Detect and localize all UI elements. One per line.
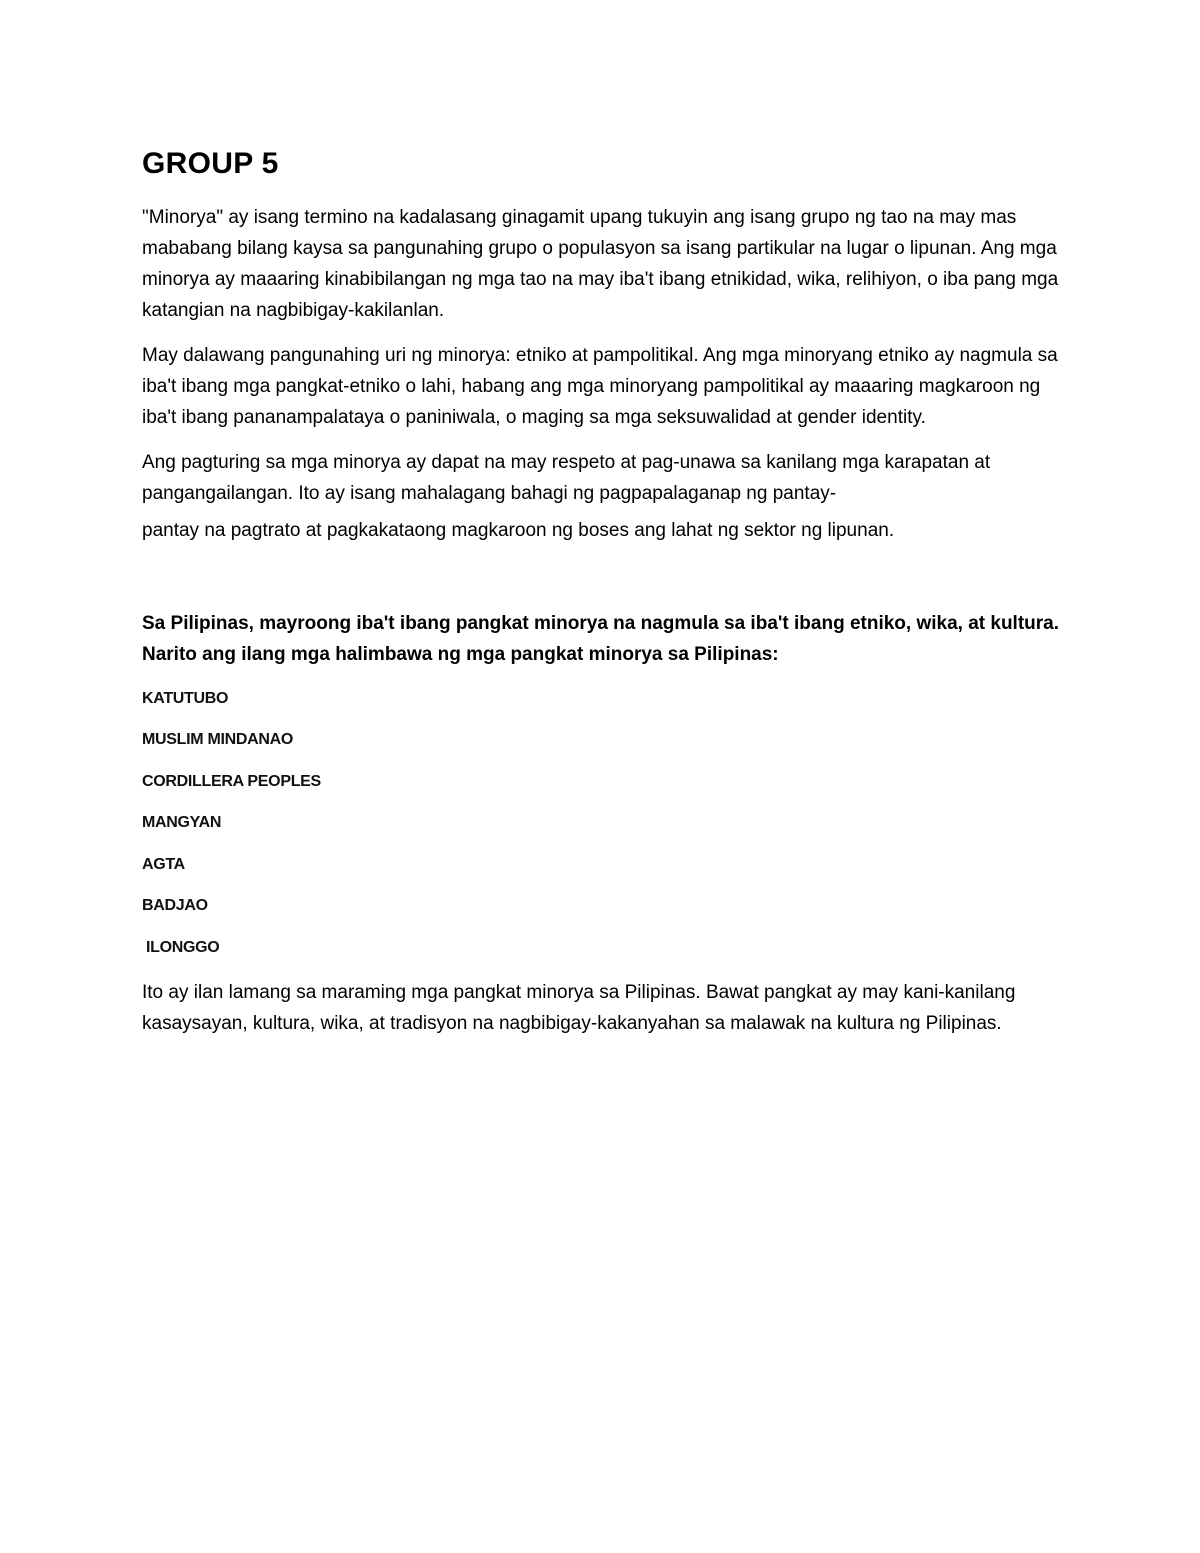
document-title: GROUP 5 <box>142 147 279 180</box>
document-body <box>142 142 1062 1039</box>
paragraph-respect-main: Ang pagturing sa mga minorya ay dapat na may respeto at pag-unawa sa kanilang mga karapatan at pangangailangan. Ito ay isang mahalagang bahagi ng pagpapalaganap ng pantay- <box>142 452 991 504</box>
paragraph-respect-last-line: pantay na pagtrato at pagkakataong magkaroon ng boses ang lahat ng sektor ng lipunan. <box>142 520 895 541</box>
list-item: BADJAO <box>142 897 208 915</box>
list-item: AGTA <box>142 855 185 873</box>
paragraph-types: May dalawang pangunahing uri ng minorya: etniko at pampolitikal. Ang mga minoryang etniko ay nagmula sa iba't ibang mga pangkat-etniko o lahi, habang ang mga minoryang pampolitikal ay maaaring magkaroon ng iba't ibang pananampalataya o paniniwala, o maging sa mga seksuwalidad at gender identity. <box>142 345 1058 428</box>
groups-intro: Sa Pilipinas, mayroong iba't ibang pangkat minorya na nagmula sa iba't ibang etniko, wika, at kultura. Narito ang ilang mga halimbawa ng mga pangkat minorya sa Pilipinas: <box>142 613 1060 665</box>
list-item: CORDILLERA PEOPLES <box>142 772 321 790</box>
minority-groups-list <box>142 678 1062 969</box>
paragraph-definition: "Minorya" ay isang termino na kadalasang ginagamit upang tukuyin ang isang grupo ng tao na may mas mababang bilang kaysa sa pangunahing grupo o populasyon sa isang partikular na lugar o lipunan. Ang mga minorya ay maaaring kinabibilangan ng mga tao na may iba't ibang etnikidad, wika, relihiyon, o iba pang mga katangian na nagbibigay-kakilanlan. <box>142 207 1059 321</box>
paragraph-closing: Ito ay ilan lamang sa maraming mga pangkat minorya sa Pilipinas. Bawat pangkat ay may kani-kanilang kasaysayan, kultura, wika, at tradisyon na nagbibigay-kakanyahan sa malawak na kultura ng Pilipinas. <box>142 981 1016 1034</box>
list-item: MUSLIM MINDANAO <box>142 731 294 749</box>
list-item: ILONGGO <box>146 938 220 956</box>
list-item: MANGYAN <box>142 814 222 832</box>
paragraph-respect <box>142 447 1062 546</box>
list-item: KATUTUBO <box>142 689 229 707</box>
